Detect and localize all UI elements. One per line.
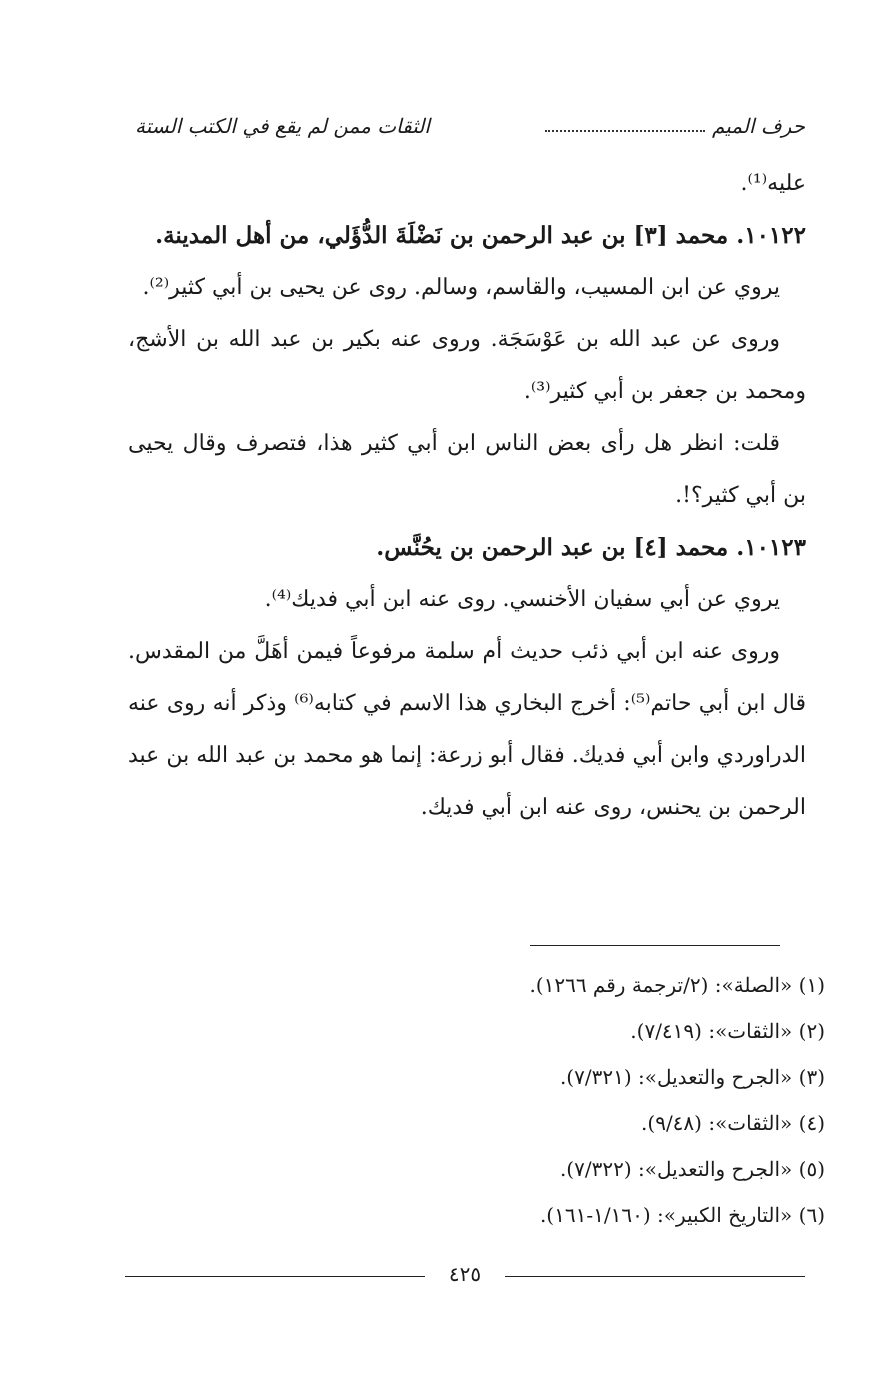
- entry-heading-10123: ١٠١٢٣. محمد [٤] بن عبد الرحمن بن يحُنَّس.: [376, 534, 806, 561]
- footer-rule-right: [505, 1276, 805, 1277]
- footer-rule-left: [125, 1276, 425, 1277]
- footnote: (٥) «الجرح والتعديل»: (٧/٣٢٢).: [559, 1157, 825, 1181]
- paragraph: وروى عنه ابن أبي ذئب حديث أم سلمة مرفوعاً فيمن أهَلَّ من المقدس. قال ابن أبي حاتم⁽⁵⁾: أخرج البخاري هذا الاسم في كتابه⁽⁶⁾ وذكر أنه روى عنه الدراوردي وابن أبي فديك. فقال أبو زرعة: إنما هو محمد بن عبد الله بن عبد الرحمن بن يحنس، روى عنه ابن أبي فديك.: [128, 639, 807, 820]
- footnote: (٢) «الثقات»: (٧/٤١٩).: [630, 1019, 825, 1043]
- paragraph: يروي عن أبي سفيان الأخنسي. روى عنه ابن أبي فديك⁽⁴⁾.: [264, 587, 780, 612]
- footnote: (٤) «الثقات»: (٩/٤٨).: [641, 1111, 825, 1135]
- footnote: (٣) «الجرح والتعديل»: (٧/٣٢١).: [559, 1065, 825, 1089]
- paragraph: وروى عن عبد الله بن عَوْسَجَة. وروى عنه بكير بن عبد الله بن الأشج، ومحمد بن جعفر بن أبي كثير⁽³⁾.: [128, 327, 806, 404]
- running-header: [135, 108, 805, 144]
- continuation-line: عليه⁽¹⁾.: [740, 171, 806, 196]
- book-title: الثقات ممن لم يقع في الكتب الستة: [135, 114, 430, 138]
- footnote: (٦) «التاريخ الكبير»: (١/١٦٠-١٦١).: [539, 1203, 825, 1227]
- footnote-divider: [530, 945, 780, 946]
- chapter-title: حرف الميم: [711, 114, 805, 138]
- paragraph: قلت: انظر هل رأى بعض الناس ابن أبي كثير هذا، فتصرف وقال يحيى بن أبي كثير؟!.: [128, 431, 806, 508]
- header-dots: [545, 108, 705, 132]
- page-footer: [125, 1262, 805, 1292]
- footnotes: [325, 962, 825, 1238]
- footnote: (١) «الصلة»: (٢/ترجمة رقم ١٢٦٦).: [529, 973, 825, 997]
- paragraph: يروي عن ابن المسيب، والقاسم، وسالم. روى عن يحيى بن أبي كثير⁽²⁾.: [142, 275, 780, 300]
- main-text: [128, 158, 806, 834]
- page-number: ٤٢٥: [448, 1262, 482, 1286]
- entry-heading-10122: ١٠١٢٢. محمد [٣] بن عبد الرحمن بن نَضْلَةَ الدُّؤَلي، من أهل المدينة.: [155, 222, 806, 249]
